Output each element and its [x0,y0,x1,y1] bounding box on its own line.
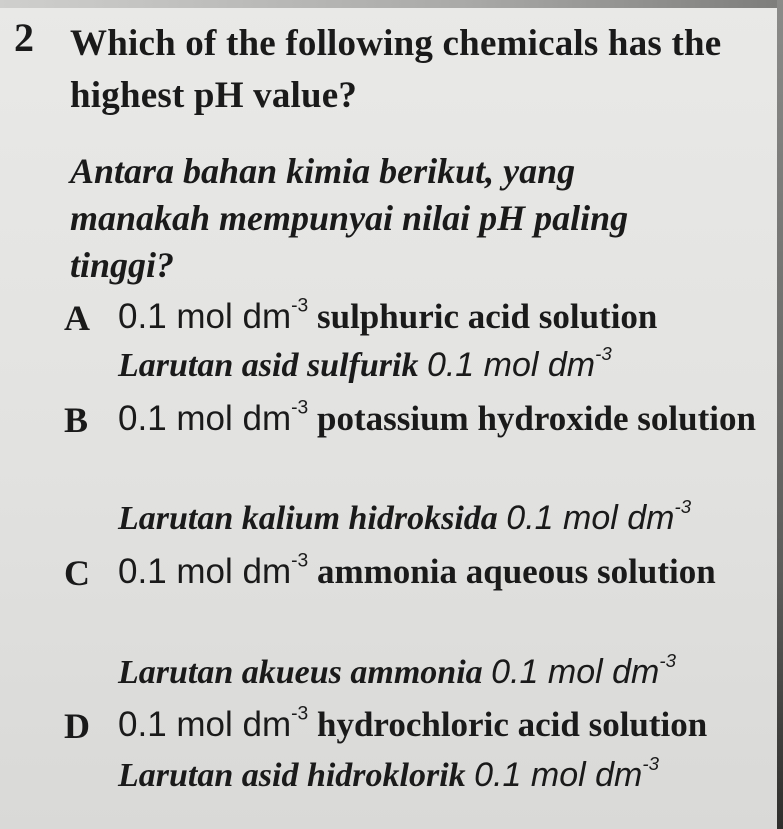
option-a-amount: 0.1 mol dm [118,297,292,336]
option-d-malay-text: Larutan asid hidroklorik [118,757,466,794]
option-a-english[interactable] [118,292,768,342]
option-a-malay-text: Larutan asid sulfurik [118,347,419,384]
option-c-chemical: ammonia aqueous solution [317,552,716,591]
page-right-edge [777,0,783,829]
option-a-chemical: sulphuric acid solution [317,297,658,336]
option-c-malay [118,649,768,696]
question-number: 2 [14,15,34,60]
option-d-amount: 0.1 mol dm [118,705,292,744]
option-d-malay [118,752,768,799]
option-d-chemical: hydrochloric acid solution [317,705,708,744]
question-text-english: Which of the following chemicals has the highest pH value? [70,23,722,116]
option-c-malay-text: Larutan akueus ammonia [118,654,483,691]
option-d-letter[interactable]: D [64,706,90,746]
option-a-malay-exponent: -3 [595,343,612,365]
question-text-malay: Antara bahan kimia berikut, yang manakah mempunyai nilai pH paling tinggi? [70,151,629,285]
option-b-exponent: -3 [291,397,309,419]
option-b-malay-text: Larutan kalium hidroksida [118,500,498,537]
option-c-letter[interactable]: C [64,553,90,593]
option-b-malay-amount: 0.1 mol dm [506,499,675,537]
option-b-malay-exponent: -3 [674,496,692,518]
option-b-english[interactable] [118,394,768,444]
option-c-malay-exponent: -3 [659,650,676,672]
option-b-chemical: potassium hydroxide solution [317,399,756,438]
option-a-malay [118,342,768,389]
option-a-letter[interactable]: A [64,298,90,338]
option-a-malay-amount: 0.1 mol dm [426,346,596,384]
option-a-exponent: -3 [291,295,309,317]
option-b-malay [118,495,768,542]
option-b-amount: 0.1 mol dm [118,399,292,438]
option-d-malay-amount: 0.1 mol dm [474,756,643,794]
option-c-exponent: -3 [291,550,309,572]
option-c-malay-amount: 0.1 mol dm [491,653,660,691]
option-d-exponent: -3 [291,703,309,725]
option-b-letter[interactable]: B [64,400,89,440]
option-d-english[interactable] [118,700,768,750]
option-c-amount: 0.1 mol dm [118,552,292,591]
option-d-malay-exponent: -3 [642,753,659,775]
option-c-english[interactable] [118,547,768,597]
